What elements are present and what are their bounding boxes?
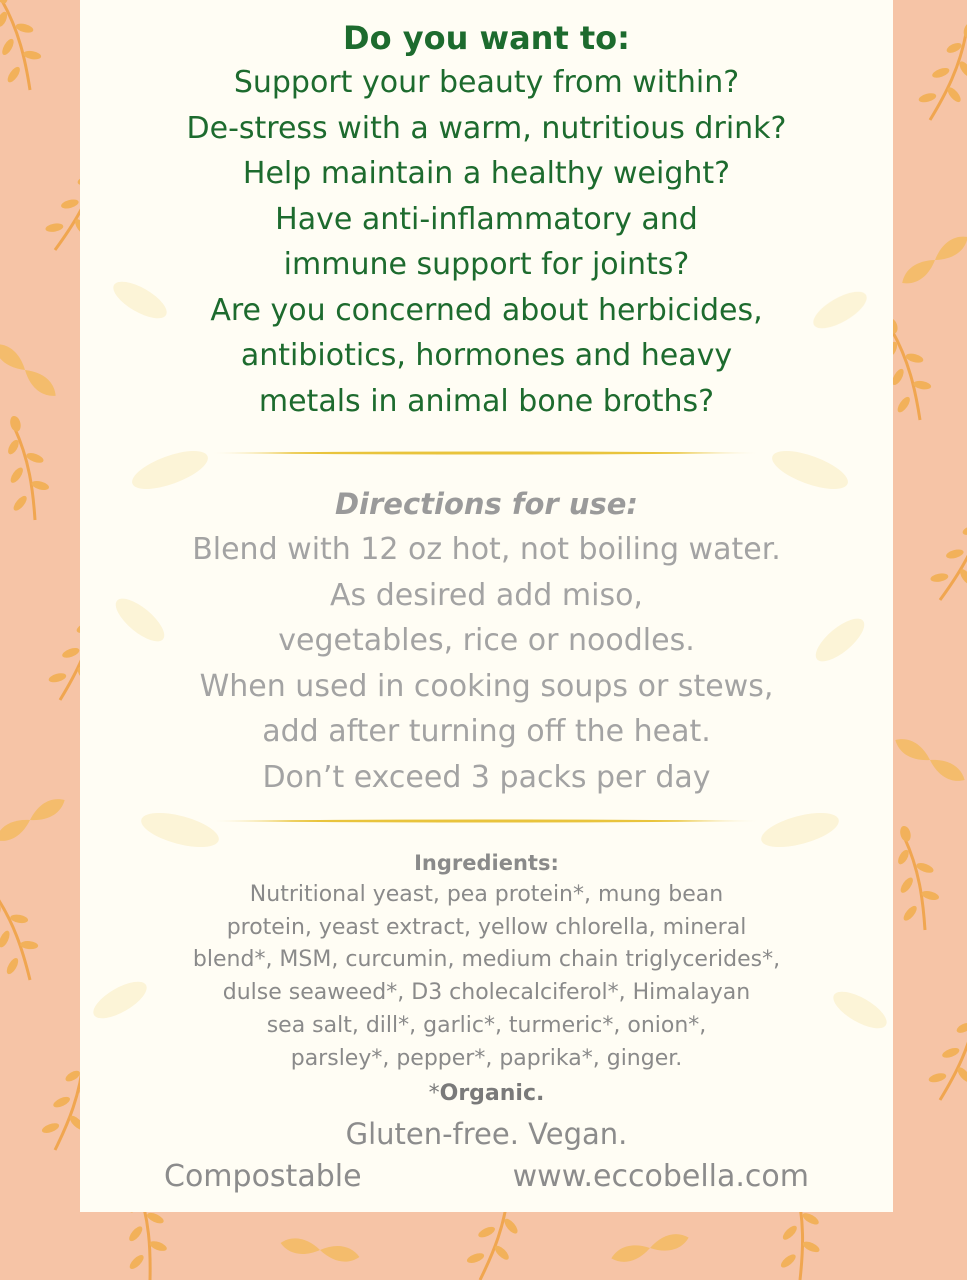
question-line: Support your beauty from within? bbox=[233, 65, 740, 100]
organic-label: Organic. bbox=[439, 1081, 545, 1106]
question-line: Are you concerned about herbicides, bbox=[210, 292, 763, 328]
ingredients-list bbox=[80, 879, 893, 1075]
direction-line: As desired add miso, bbox=[330, 577, 643, 613]
question-line: Have anti-inflammatory and bbox=[275, 201, 698, 237]
ingredient-line: Nutritional yeast, pea protein*, mung bean bbox=[249, 882, 724, 907]
ingredient-line: protein, yeast extract, yellow chlorella, mineral bbox=[226, 914, 747, 940]
diet-claims: Gluten-free. Vegan. bbox=[345, 1117, 628, 1151]
ingredient-line: blend*, MSM, curcumin, medium chain triglycerides*, bbox=[192, 947, 781, 973]
direction-line: When used in cooking soups or stews, bbox=[199, 668, 774, 704]
direction-line: Don’t exceed 3 packs per day bbox=[262, 759, 711, 795]
organic-note bbox=[80, 1078, 893, 1110]
question-line: Help maintain a healthy weight? bbox=[242, 156, 731, 191]
directions-list bbox=[80, 527, 893, 800]
compostable-label: Compostable bbox=[164, 1159, 362, 1194]
ingredients-heading: Ingredients: bbox=[414, 851, 559, 875]
direction-line: Blend with 12 oz hot, not boiling water. bbox=[192, 532, 781, 567]
website-link[interactable]: www.eccobella.com bbox=[512, 1159, 809, 1194]
label-panel bbox=[80, 0, 893, 1212]
organic-asterisk: * bbox=[428, 1081, 440, 1106]
ingredient-line: dulse seaweed*, D3 cholecalciferol*, Himalayan bbox=[222, 980, 751, 1006]
divider-line-icon bbox=[210, 818, 760, 824]
ingredient-line: parsley*, pepper*, paprika*, ginger. bbox=[290, 1045, 683, 1071]
question-line: De-stress with a warm, nutritious drink? bbox=[186, 110, 787, 146]
direction-line: vegetables, rice or noodles. bbox=[278, 623, 695, 658]
question-line: metals in animal bone broths? bbox=[258, 383, 715, 419]
question-line: immune support for joints? bbox=[283, 247, 690, 282]
directions-heading: Directions for use: bbox=[334, 487, 638, 521]
question-line: antibiotics, hormones and heavy bbox=[240, 338, 733, 373]
questions-heading: Do you want to: bbox=[343, 19, 630, 57]
ingredient-line: sea salt, dill*, garlic*, turmeric*, onion*, bbox=[266, 1012, 707, 1038]
questions-list bbox=[80, 60, 893, 424]
direction-line: add after turning off the heat. bbox=[262, 714, 711, 749]
divider-line-icon bbox=[210, 450, 760, 456]
